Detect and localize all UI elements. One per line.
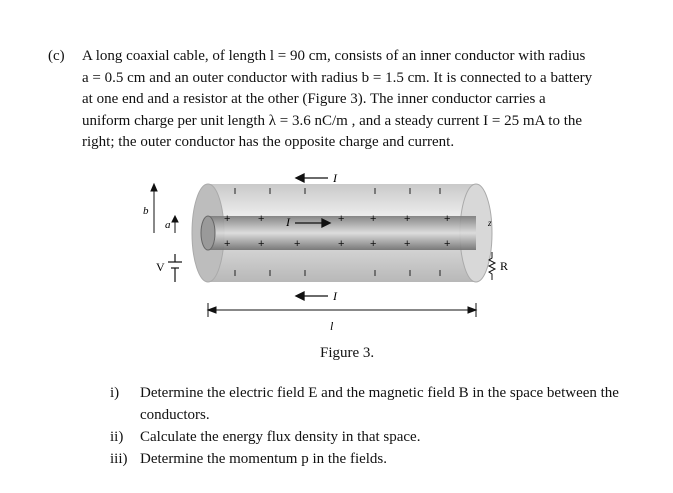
coaxial-cable-diagram [130,158,550,338]
svg-text:+: + [294,238,301,250]
problem-line-3: at one end and a resistor at the other (Figure 3). The inner conductor carries a [82,91,546,107]
svg-text:+: + [444,213,451,225]
svg-text:+: + [258,238,265,250]
problem-label: (c) [48,48,65,64]
svg-text:+: + [370,238,377,250]
z-axis-label: z [488,218,492,228]
question-1-number: i) [110,385,120,401]
svg-text:+: + [338,213,345,225]
battery-symbol [168,254,182,282]
battery-label: V [156,260,165,274]
length-label: l [330,319,334,333]
question-2-number: ii) [110,429,124,445]
question-3-text: Determine the momentum p in the fields. [140,451,388,467]
problem-line-5: right; the outer conductor has the opposite charge and current. [82,134,455,150]
problem-line-2: a = 0.5 cm and an outer conductor with radius b = 1.5 cm. It is connected to a battery [82,69,593,86]
svg-text:+: + [370,213,377,225]
svg-text:+: + [404,238,411,250]
problem-line-4: uniform charge per unit length λ = 3.6 nC/m , and a steady current I = 25 mA to the [82,112,583,129]
figure-caption: Figure 3. [320,345,375,361]
question-1-text-line-2: conductors. [140,407,210,423]
radius-a-label: a [165,219,171,231]
question-2-text: Calculate the energy flux density in that space. [140,429,421,445]
current-label-bottom: I [333,289,337,303]
current-label-inner: I [286,215,290,229]
inner-conductor-end [201,216,215,250]
coaxial-cable-figure [130,158,550,338]
question-3-number: iii) [110,451,128,467]
svg-text:+: + [224,238,231,250]
svg-text:+: + [258,213,265,225]
length-dimension [208,303,476,317]
svg-text:+: + [224,213,231,225]
svg-text:+: + [338,238,345,250]
resistor-label: R [500,259,509,273]
current-label-top: I [333,171,337,185]
svg-text:+: + [404,213,411,225]
radius-b-label: b [143,205,149,217]
svg-text:+: + [444,238,451,250]
problem-line-1: A long coaxial cable, of length l = 90 cm, consists of an inner conductor with radius [82,48,586,64]
question-1-text-line-1: Determine the electric field E and the magnetic field B in the space between the [140,385,619,401]
